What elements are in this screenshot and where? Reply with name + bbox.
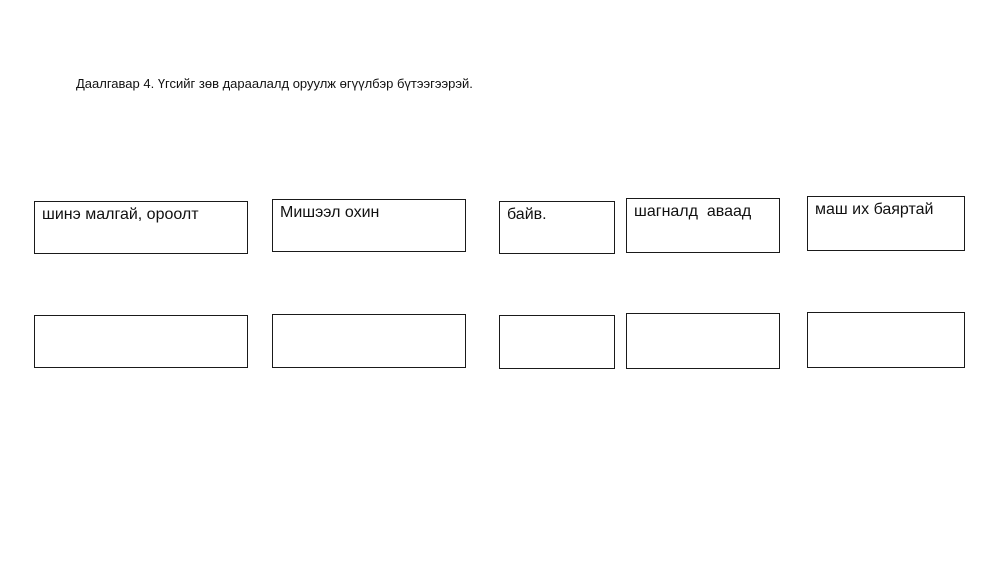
- word-card-5-text: маш их баяртай: [815, 201, 934, 218]
- answer-slot-1[interactable]: [34, 315, 248, 368]
- word-card-3[interactable]: [499, 201, 615, 254]
- task-instruction: Даалгавар 4. Үгсийг зөв дараалалд оруулж өгүүлбэр бүтээгээрэй.: [76, 76, 473, 91]
- word-card-4[interactable]: [626, 198, 780, 253]
- word-card-1[interactable]: [34, 201, 248, 254]
- answer-slot-3[interactable]: [499, 315, 615, 369]
- word-card-2[interactable]: [272, 199, 466, 252]
- answer-slot-5[interactable]: [807, 312, 965, 368]
- word-card-5[interactable]: [807, 196, 965, 251]
- answer-slot-4[interactable]: [626, 313, 780, 369]
- word-card-1-text: шинэ малгай, ороолт: [42, 206, 199, 223]
- answer-slot-2[interactable]: [272, 314, 466, 368]
- word-card-2-text: Мишээл охин: [280, 204, 380, 221]
- word-card-3-text: байв.: [507, 206, 547, 223]
- word-card-4-text: шагналд аваад: [634, 203, 752, 220]
